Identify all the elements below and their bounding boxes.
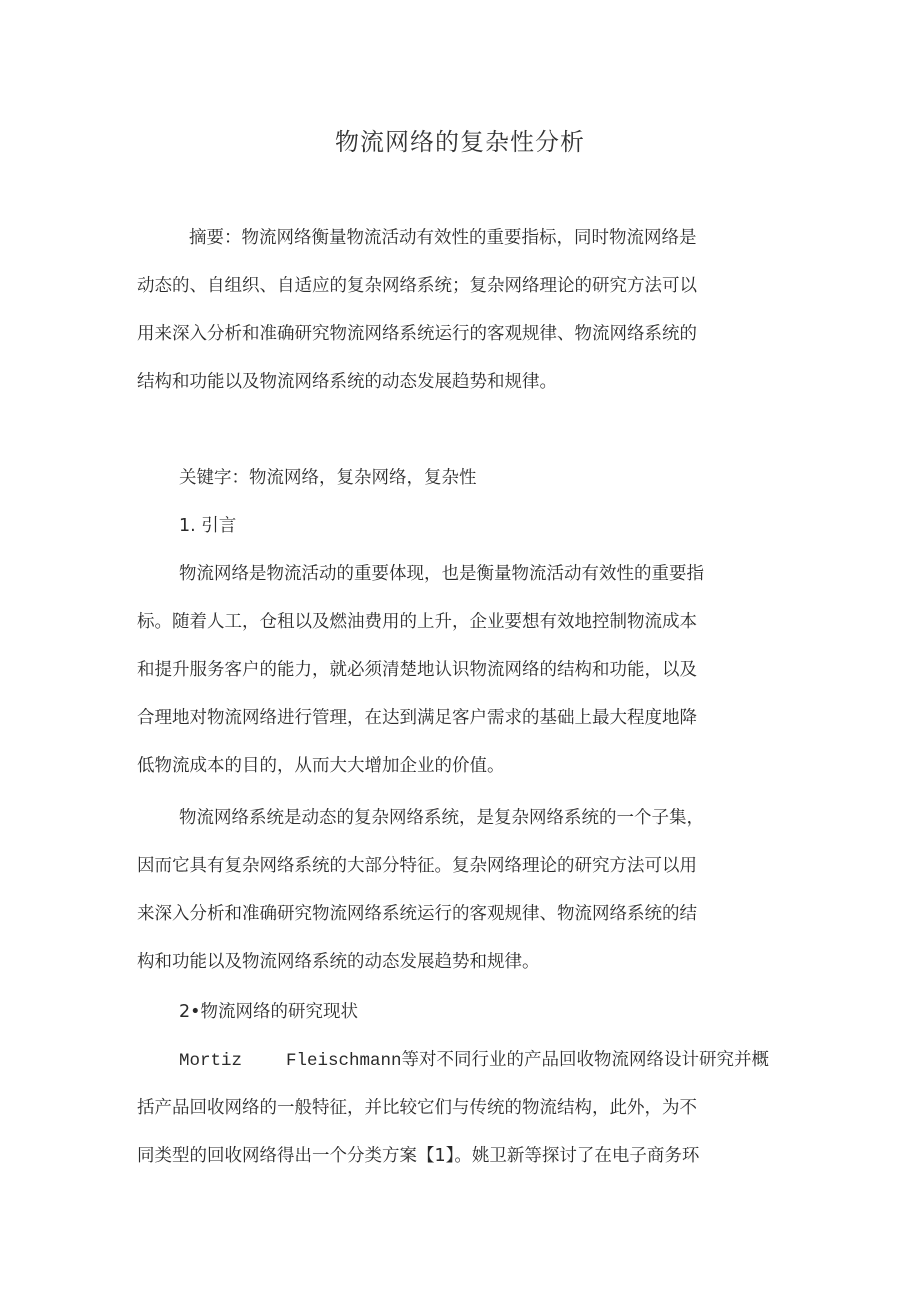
paragraph-line: 来深入分析和准确研究物流网络系统运行的客观规律、物流网络系统的结 [137,904,697,924]
paragraph-line-first [179,1047,769,1074]
abstract-line: 摘要：物流网络衡量物流活动有效性的重要指标，同时物流网络是 [189,228,697,248]
document-title: 物流网络的复杂性分析 [335,128,585,156]
paragraph-line: 括产品回收网络的一般特征，并比较它们与传统的物流结构，此外，为不 [137,1098,697,1118]
section-heading-introduction: 1. 引言 [179,516,237,536]
section-heading-research-status: 2•物流网络的研究现状 [179,1002,358,1022]
author-name: Mortiz [179,1051,243,1071]
paragraph-line: 和提升服务客户的能力，就必须清楚地认识物流网络的结构和功能，以及 [137,660,697,680]
paragraph-text: 等对不同行业的产品回收物流网络设计研究并概 [401,1050,770,1070]
abstract-line: 用来深入分析和准确研究物流网络系统运行的客观规律、物流网络系统的 [137,324,697,344]
paragraph-line: 构和功能以及物流网络系统的动态发展趋势和规律。 [137,952,540,972]
paragraph-line: 合理地对物流网络进行管理，在达到满足客户需求的基础上最大程度地降 [137,708,697,728]
keywords: 关键字：物流网络，复杂网络，复杂性 [179,468,477,488]
paragraph-line: 物流网络是物流活动的重要体现，也是衡量物流活动有效性的重要指 [179,564,704,584]
paragraph-line: 低物流成本的目的，从而大大增加企业的价值。 [137,756,505,776]
paragraph-line: 同类型的回收网络得出一个分类方案【1】。姚卫新等探讨了在电子商务环 [137,1146,700,1166]
abstract-line: 动态的、自组织、自适应的复杂网络系统；复杂网络理论的研究方法可以 [137,276,697,296]
paragraph-line: 因而它具有复杂网络系统的大部分特征。复杂网络理论的研究方法可以用 [137,856,697,876]
abstract-line: 结构和功能以及物流网络系统的动态发展趋势和规律。 [137,372,557,392]
paragraph-line: 标。随着人工，仓租以及燃油费用的上升，企业要想有效地控制物流成本 [137,612,697,632]
author-name: Fleischmann [286,1051,402,1071]
paragraph-line: 物流网络系统是动态的复杂网络系统，是复杂网络系统的一个子集， [179,808,704,828]
